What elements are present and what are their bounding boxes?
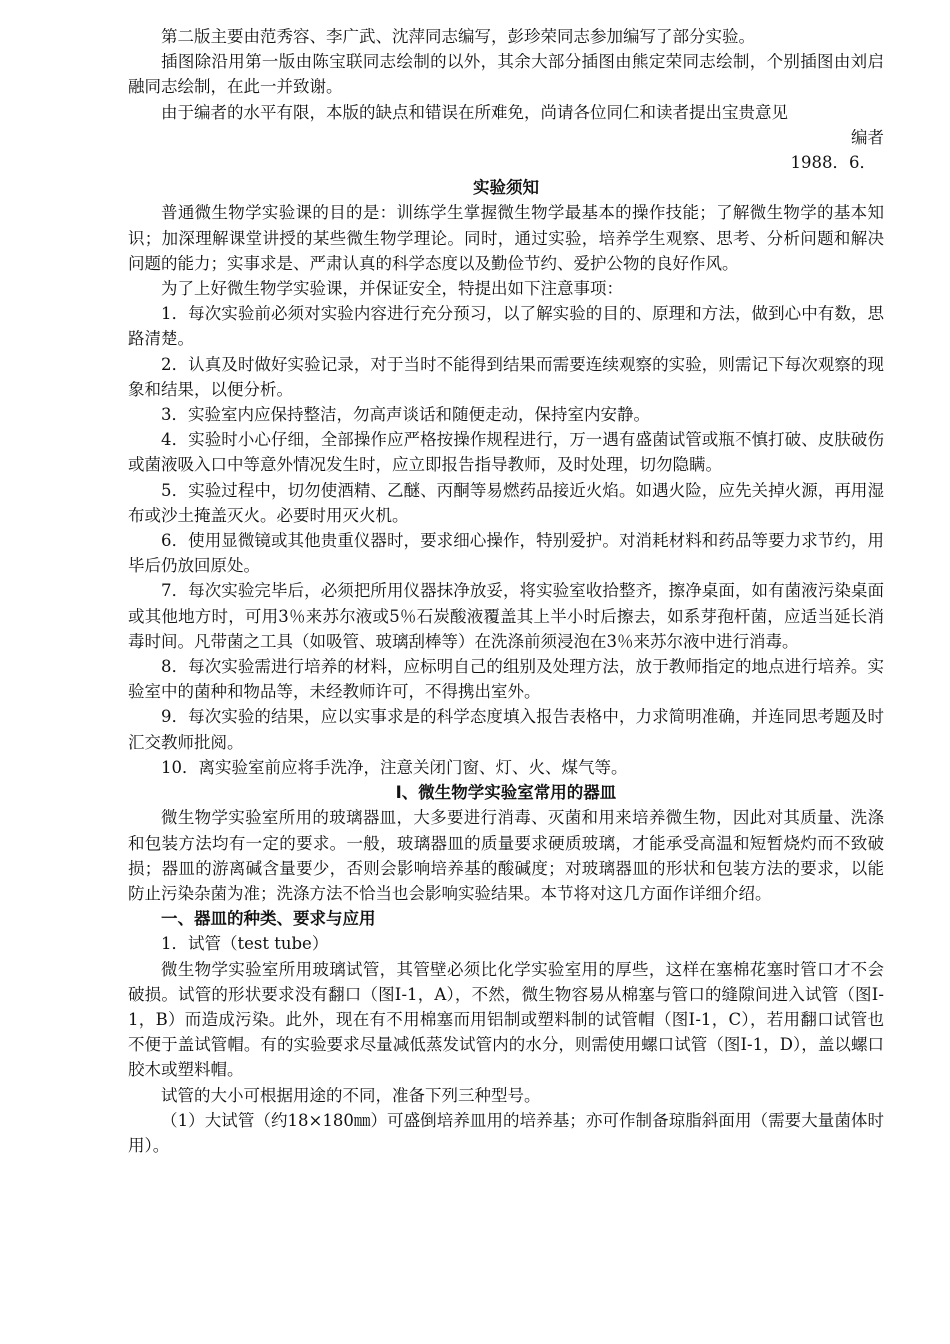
preface-date: 1988．6． [790, 153, 876, 173]
notice-item: 4．实验时小心仔细，全部操作应严格按操作规程进行，万一遇有盛菌试管或瓶不慎打破、皮肤破伤或菌液吸入口中等意外情况发生时，应立即报告指导教师，及时处理，切勿隐瞒。 [128, 430, 884, 475]
preface-paragraph-illustrations: 插图除沿用第一版由陈宝联同志绘制的以外，其余大部分插图由熊定荣同志绘制，个别插图由刘启融同志绘制，在此一并致谢。 [128, 52, 884, 97]
item-heading: 1．试管（test tube） [161, 934, 329, 954]
notice-item: 5．实验过程中，切勿使酒精、乙醚、丙酮等易燃药品接近火焰。如遇火险，应先关掉火源，再用湿布或沙土掩盖灭火。必要时用灭火机。 [128, 480, 884, 525]
preface-paragraph-authors: 第二版主要由范秀容、李广武、沈萍同志编写，彭珍荣同志参加编写了部分实验。 [161, 27, 755, 46]
notice-item: 2．认真及时做好实验记录，对于当时不能得到结果而需要连续观察的实验，则需记下每次观察的现象和结果，以便分析。 [128, 354, 884, 399]
notice-item: 3．实验室内应保持整洁，勿高声谈话和随便走动，保持室内安静。 [161, 405, 650, 425]
notice-item: 1．每次实验前必须对实验内容进行充分预习，以了解实验的目的、原理和方法，做到心中有数，思路清楚。 [128, 304, 884, 349]
preface-signature: 编者 [851, 127, 884, 147]
notice-item: 9．每次实验的结果，应以实事求是的科学态度填入报告表格中，力求简明准确，并连同思考题及时汇交教师批阅。 [128, 707, 884, 752]
large-test-tube-paragraph: （1）大试管（约18×180㎜）可盛倒培养皿用的培养基；亦可作制备琼脂斜面用（需要大量菌体时用）。 [128, 1110, 884, 1155]
subsection-heading: 一、器皿的种类、要求与应用 [161, 909, 376, 929]
notice-item: 8．每次实验需进行培养的材料，应标明自己的组别及处理方法，放于教师指定的地点进行培养。实验室中的菌种和物品等，未经教师许可，不得携出室外。 [128, 657, 884, 702]
notice-item: 7．每次实验完毕后，必须把所用仪器抹净放妥，将实验室收拾整齐，擦净桌面，如有菌液污染桌面或其他地方时，可用3％来苏尔液或5％石炭酸液覆盖其上半小时后擦去，如系芽孢杆菌，应适当延长消毒时间。凡带菌之工具（如吸管、玻璃刮棒等）在洗涤前须浸泡在3％来苏尔液中进行消毒。 [128, 581, 884, 651]
preface-paragraph-apology: 由于编者的水平有限，本版的缺点和错误在所难免，尚请各位同仁和读者提出宝贵意见 [161, 102, 788, 122]
notice-lead-paragraph: 为了上好微生物学实验课，并保证安全，特提出如下注意事项： [161, 279, 623, 299]
notice-item: 10．离实验室前应将手洗净，注意关闭门窗、灯、火、煤气等。 [161, 757, 628, 777]
section-heading: Ⅰ、微生物学实验室常用的器皿 [395, 783, 617, 803]
notice-item: 6．使用显微镜或其他贵重仪器时，要求细心操作，特别爱护。对消耗材料和药品等要力求节约，用毕后仍放回原处。 [128, 531, 884, 576]
section-intro-paragraph: 微生物学实验室所用的玻璃器皿，大多要进行消毒、灭菌和用来培养微生物，因此对其质量、洗涤和包装方法均有一定的要求。一般，玻璃器皿的质量要求硬质玻璃，才能承受高温和短暂烧灼而不致破损；器皿的游离碱含量要少，否则会影响培养基的酸碱度；对玻璃器皿的形状和包装方法的要求，以能防止污染杂菌为准；洗涤方法不恰当也会影响实验结果。本节将对这几方面作详细介绍。 [128, 808, 884, 903]
test-tube-sizes-paragraph: 试管的大小可根据用途的不同，准备下列三种型号。 [161, 1085, 541, 1105]
document-page [128, 24, 884, 1158]
notice-heading: 实验须知 [473, 178, 539, 198]
test-tube-paragraph: 微生物学实验室所用玻璃试管，其管壁必须比化学实验室用的厚些，这样在塞棉花塞时管口才不会破损。试管的形状要求没有翻口（图Ⅰ-1，A），不然，微生物容易从棉塞与管口的缝隙间进入试管（图Ⅰ-1，B）而造成污染。此外，现在有不用棉塞而用铝制或塑料制的试管帽（图Ⅰ-1，C），若用翻口试管也不便于盖试管帽。有的实验要求尽量减低蒸发试管内的水分，则需使用螺口试管（图Ⅰ-1，D），盖以螺口胶木或塑料帽。 [128, 959, 884, 1080]
notice-purpose-paragraph: 普通微生物学实验课的目的是：训练学生掌握微生物学最基本的操作技能；了解微生物学的基本知识；加深理解课堂讲授的某些微生物学理论。同时，通过实验，培养学生观察、思考、分析问题和解决问题的能力；实事求是、严肃认真的科学态度以及勤俭节约、爱护公物的良好作风。 [128, 203, 884, 273]
